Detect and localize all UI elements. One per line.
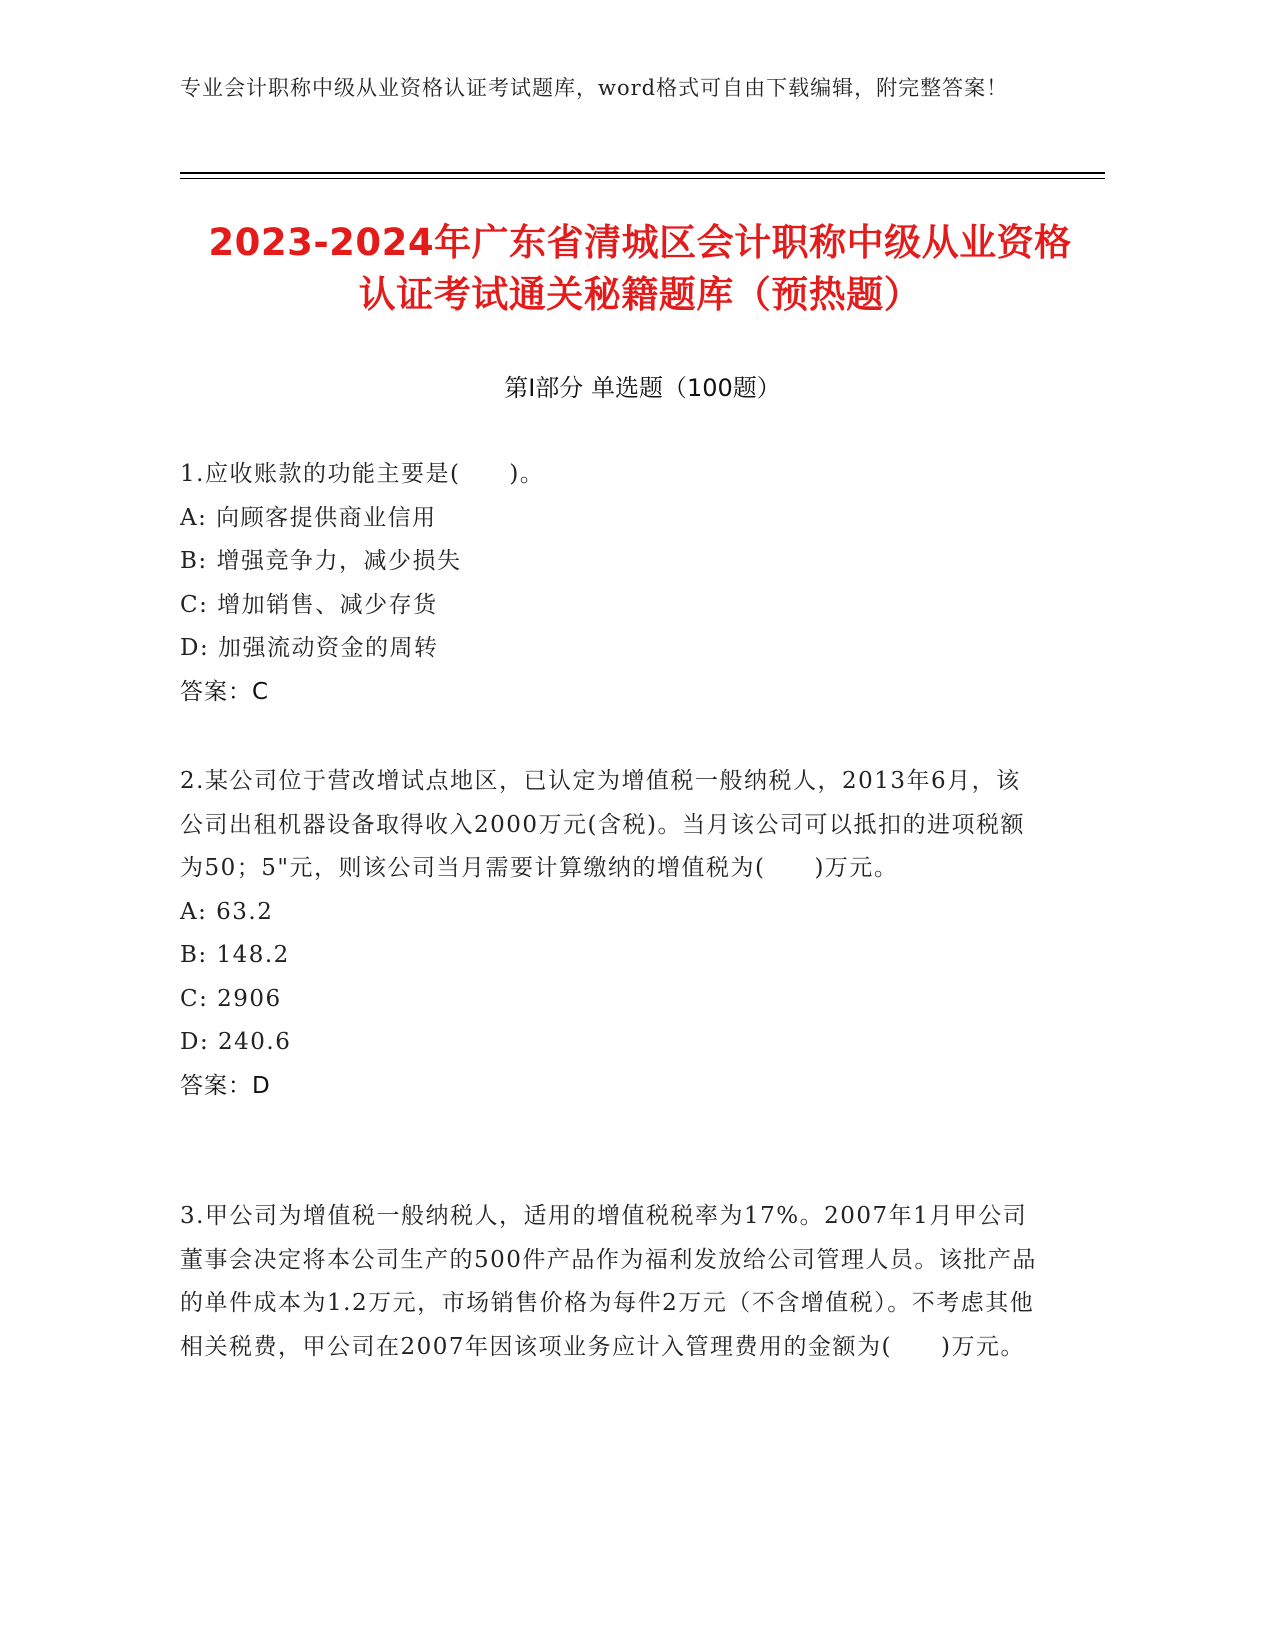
- section-title: 第Ⅰ部分 单选题（100题）: [504, 374, 781, 402]
- option-d: D: 240.6: [180, 1029, 292, 1055]
- answer: 答案：D: [180, 1072, 271, 1099]
- document-title: 2023-2024年广东省清城区会计职称中级从业资格认证考试通关秘籍题库（预热题）: [208, 221, 1072, 316]
- question-stem: 2.某公司位于营改增试点地区，已认定为增值税一般纳税人，2013年6月，该公司出租机器设备取得收入2000万元(含税)。当月该公司可以抵扣的进项税额为50；5"元，则该公司当月需要计算缴纳的增值税为( )万元。: [180, 768, 1025, 881]
- header-divider-thick: [180, 172, 1105, 174]
- option-c: C: 2906: [180, 985, 282, 1012]
- option-c: C: 增加销售、减少存货: [180, 591, 438, 618]
- question-stem: 3.甲公司为增值税一般纳税人，适用的增值税税率为17%。2007年1月甲公司董事会决定将本公司生产的500件产品作为福利发放给公司管理人员。该批产品的单件成本为1.2万元，市场销售价格为每件2万元（不含增值税）。不考虑其他相关税费，甲公司在2007年因该项业务应计入管理费用的金额为( )万元。: [180, 1203, 1037, 1360]
- option-b: B: 增强竞争力，减少损失: [180, 548, 462, 574]
- option-b: B: 148.2: [180, 942, 290, 968]
- option-a: A: 63.2: [180, 898, 274, 925]
- question-stem: 1.应收账款的功能主要是( )。: [180, 461, 545, 487]
- option-a: A: 向顾客提供商业信用: [180, 504, 437, 531]
- header-note: 专业会计职称中级从业资格认证考试题库，word格式可自由下载编辑，附完整答案！: [180, 76, 1009, 100]
- option-d: D: 加强流动资金的周转: [180, 635, 439, 661]
- question-3: [180, 1195, 1040, 1369]
- answer: 答案：C: [180, 678, 270, 705]
- question-1: [180, 453, 1040, 714]
- header-divider-thin: [180, 178, 1105, 179]
- question-2: [180, 760, 1040, 1108]
